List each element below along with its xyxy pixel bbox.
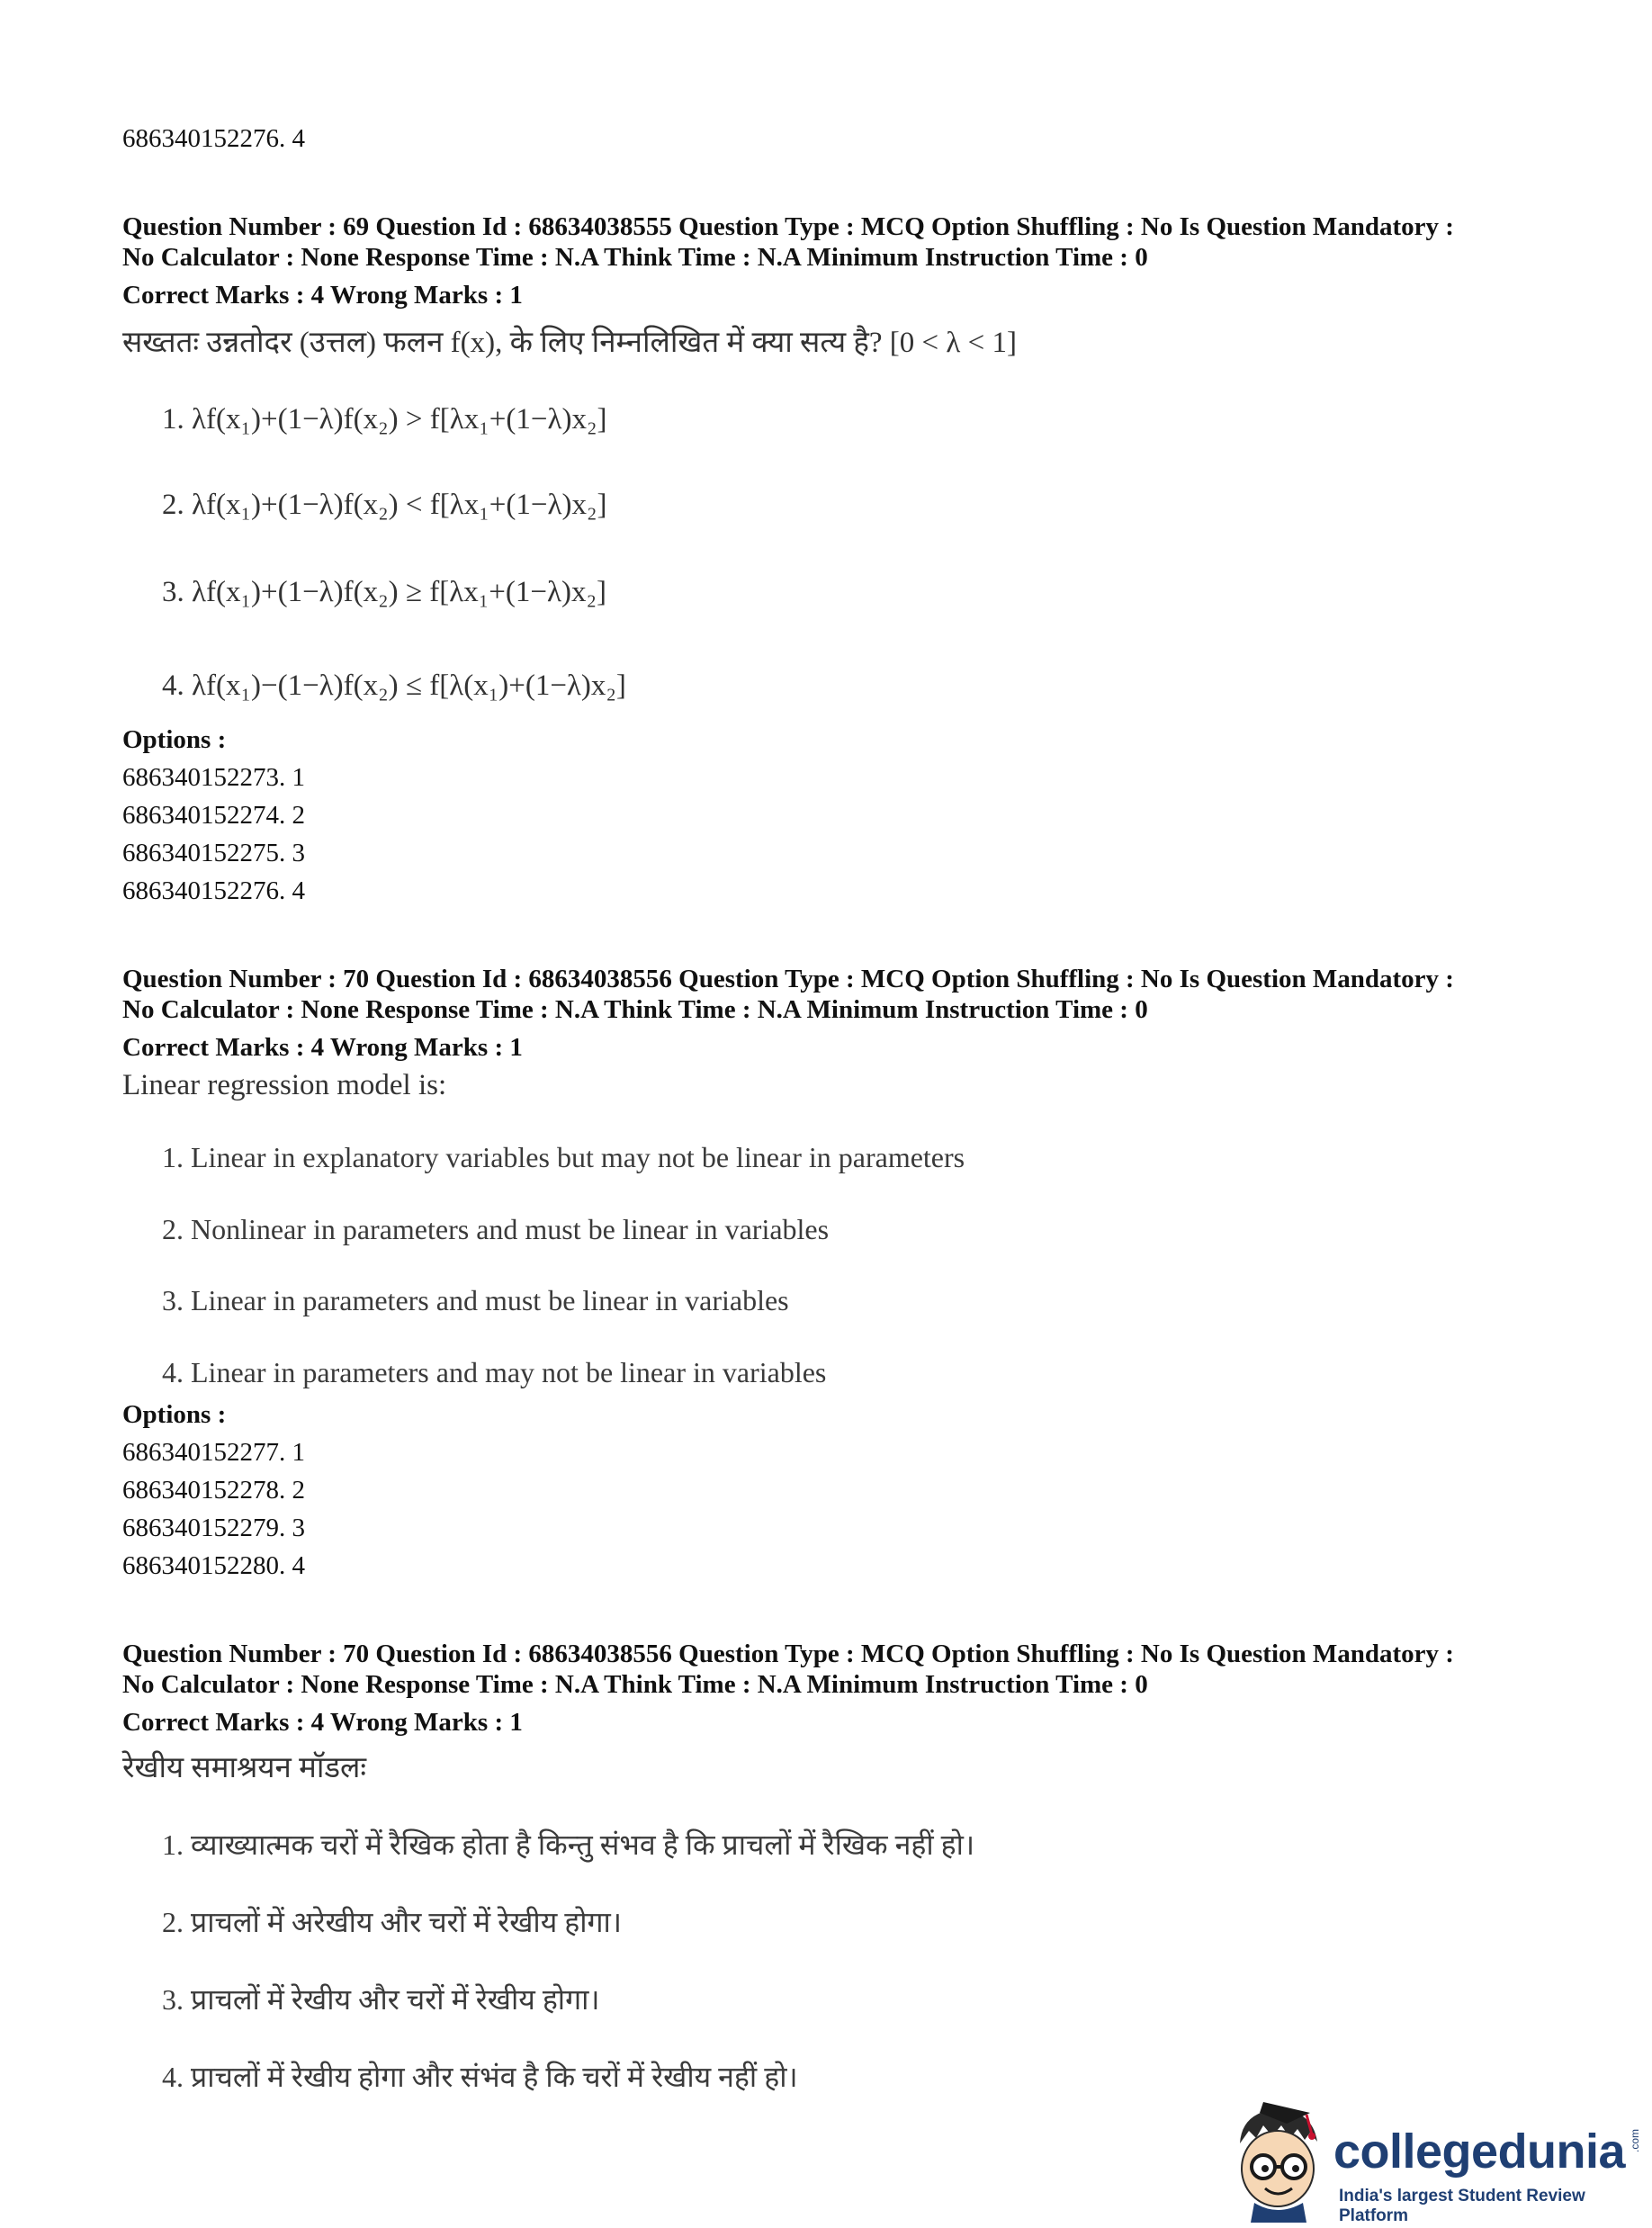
choice-4: 4. λf(x₁)−(1−λ)f(x₂) ≤ f[λ(x₁)+(1−λ)x₂]: [162, 669, 626, 702]
choice-1: 1. व्याख्यात्मक चरों में रैखिक होता है किन्तु संभव है कि प्राचलों में रैखिक नहीं हो।: [162, 1828, 975, 1861]
option-id: 686340152274. 2: [122, 801, 305, 830]
option-id: 686340152280. 4: [122, 1551, 305, 1580]
logo-wordmark: collegedunia: [1333, 2125, 1626, 2179]
option-id: 686340152273. 1: [122, 763, 305, 792]
question-meta-line2: No Calculator : None Response Time : N.A Think Time : N.A Minimum Instruction Time : 0: [122, 243, 1148, 272]
options-label: Options :: [122, 725, 227, 754]
question-text: सख्ततः उन्नतोदर (उत्तल) फलन f(x), के लिए निम्नलिखित में क्या सत्य है? [0 < λ < 1]: [122, 327, 1017, 359]
choice-2: 2. λf(x₁)+(1−λ)f(x₂) < f[λx₁+(1−λ)x₂]: [162, 489, 607, 521]
choice-1: 1. λf(x₁)+(1−λ)f(x₂) > f[λx₁+(1−λ)x₂]: [162, 403, 607, 436]
question-marks: Correct Marks : 4 Wrong Marks : 1: [122, 1033, 523, 1062]
option-id: 686340152277. 1: [122, 1438, 305, 1467]
option-id: 686340152276. 4: [122, 876, 305, 905]
mascot-icon: [1224, 2097, 1332, 2223]
choice-4: 4. Linear in parameters and may not be linear in variables: [162, 1356, 827, 1388]
question-marks: Correct Marks : 4 Wrong Marks : 1: [122, 281, 523, 310]
collegedunia-logo: [1224, 2097, 1642, 2225]
choice-3: 3. प्राचलों में रेखीय और चरों में रेखीय होगा।: [162, 1983, 600, 2016]
option-id: 686340152276. 4: [122, 124, 305, 153]
question-text: Linear regression model is:: [122, 1069, 447, 1101]
choice-3: 3. λf(x₁)+(1−λ)f(x₂) ≥ f[λx₁+(1−λ)x₂]: [162, 576, 606, 608]
question-meta-line1: Question Number : 70 Question Id : 68634038556 Question Type : MCQ Option Shuffling : No Is Question Mandatory :: [122, 1640, 1454, 1668]
choice-2: 2. प्राचलों में अरेखीय और चरों में रेखीय होगा।: [162, 1906, 622, 1938]
question-marks: Correct Marks : 4 Wrong Marks : 1: [122, 1708, 523, 1737]
choice-2: 2. Nonlinear in parameters and must be linear in variables: [162, 1213, 830, 1245]
question-meta-line1: Question Number : 70 Question Id : 68634038556 Question Type : MCQ Option Shuffling : No Is Question Mandatory :: [122, 965, 1454, 993]
logo-com: .com: [1629, 2128, 1642, 2153]
options-label: Options :: [122, 1400, 227, 1429]
option-id: 686340152279. 3: [122, 1514, 305, 1542]
choice-3: 3. Linear in parameters and must be linear in variables: [162, 1284, 789, 1316]
question-text: रेखीय समाश्रयन मॉडलः: [122, 1752, 367, 1784]
choice-4: 4. प्राचलों में रेखीय होगा और संभंव है कि चरों में रेखीय नहीं हो।: [162, 2061, 798, 2093]
logo-tagline: India's largest Student Review Platform: [1339, 2187, 1585, 2225]
option-id: 686340152278. 2: [122, 1476, 305, 1505]
choice-1: 1. Linear in explanatory variables but may not be linear in parameters: [162, 1141, 965, 1173]
option-id: 686340152275. 3: [122, 839, 305, 867]
question-meta-line1: Question Number : 69 Question Id : 68634038555 Question Type : MCQ Option Shuffling : No Is Question Mandatory :: [122, 212, 1454, 241]
question-meta-line2: No Calculator : None Response Time : N.A Think Time : N.A Minimum Instruction Time : 0: [122, 995, 1148, 1024]
question-meta-line2: No Calculator : None Response Time : N.A Think Time : N.A Minimum Instruction Time : 0: [122, 1670, 1148, 1699]
